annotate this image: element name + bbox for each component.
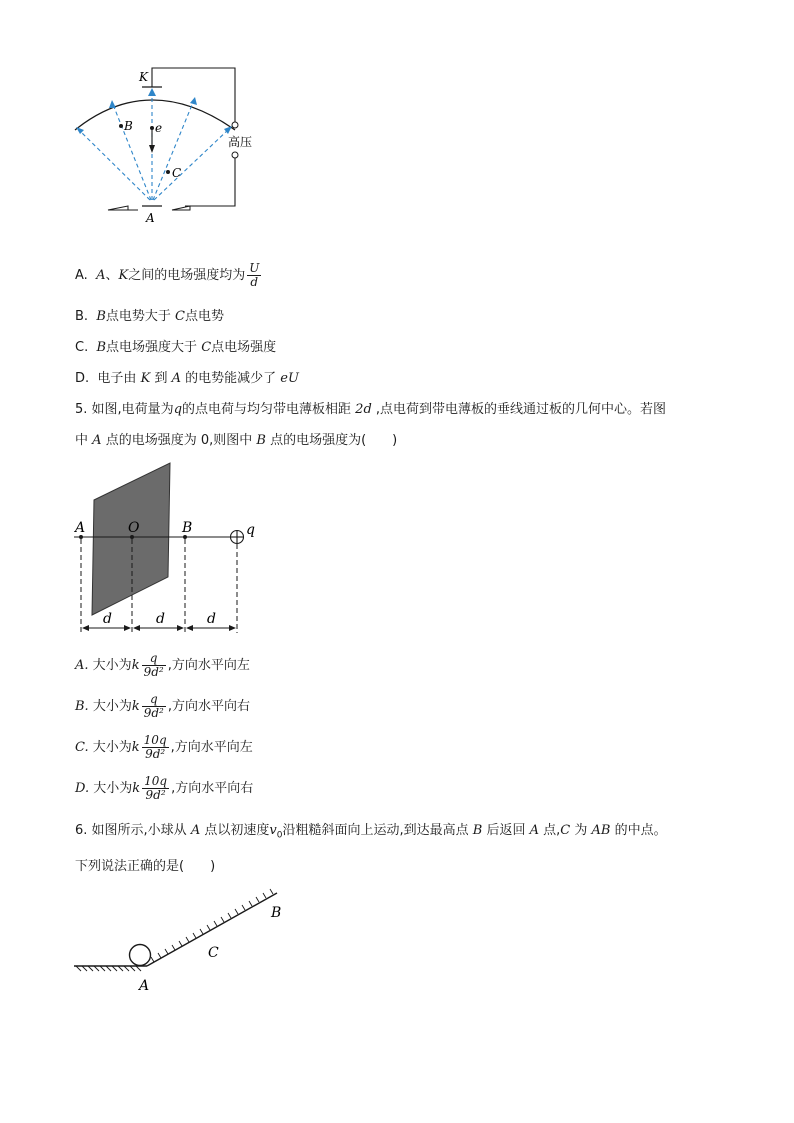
label-C: C [208, 945, 219, 961]
q5-stem-line2: 中 A 点的电场强度为 0,则图中 B 点的电场强度为( ) [75, 433, 398, 448]
terminal-bottom [232, 152, 238, 158]
left-wedge [108, 206, 128, 210]
fraction-u-over-d: $\frac{U}{d}$ [249, 261, 260, 289]
label-d1: d [103, 611, 112, 627]
q5-option-b: B. 大小为k $\frac{q}{\text{9d²}}$ ,方向水平向右 [75, 692, 251, 720]
point-C [166, 170, 170, 174]
label-q: q [246, 522, 255, 538]
q6-stem-line1: 6. 如图所示,小球从 A 点以初速度$v_0$沿粗糙斜面向上运动,到达最高点 B 后返回 A 点,C 为 AB 的中点。 [75, 823, 667, 841]
wire-bottom [185, 158, 235, 206]
label-d2: d [156, 611, 165, 627]
point-e [150, 126, 154, 130]
label-O: O [128, 520, 140, 536]
terminal-top [232, 122, 238, 128]
label-A: A [146, 211, 155, 225]
q5-option-a: A. 大小为k $\frac{q}{\text{9d²}}$ ,方向水平向左 [75, 651, 250, 679]
right-wedge [172, 206, 190, 210]
label-high-voltage: 高压 [228, 135, 253, 149]
wire-top [152, 68, 235, 122]
label-e: e [155, 121, 163, 135]
point-B [119, 124, 123, 128]
label-B: B [271, 905, 282, 921]
q4-option-a: A. A、K之间的电场强度均为 $\frac{U}{d}$ [75, 261, 260, 289]
q5-option-c: C. 大小为k $\frac{10q}{\text{9d²}}$ ,方向水平向左 [75, 733, 253, 761]
ball [130, 945, 151, 966]
label-C: C [172, 166, 182, 180]
label-B: B [182, 520, 193, 536]
q5-option-d: D. 大小为k $\frac{10q}{\text{9d²}}$ ,方向水平向右 [75, 774, 254, 802]
label-d3: d [207, 611, 216, 627]
figure-incline [70, 885, 300, 1000]
q4-option-b: B. B点电势大于 C点电势 [75, 309, 225, 324]
q5-stem-line1: 5. 如图,电荷量为q的点电荷与均匀带电薄板相距 2d ,点电荷到带电薄板的垂线通过板的几何中心。若图 [75, 402, 667, 417]
charged-plate [92, 463, 170, 615]
label-K: K [139, 70, 148, 84]
q6-stem-line2: 下列说法正确的是( ) [75, 859, 216, 874]
q4-option-c: C. B点电场强度大于 C点电场强度 [75, 340, 277, 355]
label-A: A [75, 520, 86, 536]
label-A: A [139, 978, 150, 994]
label-B: B [124, 119, 133, 133]
figure-field-lines [60, 60, 280, 230]
q4-option-d: D. 电子由 K 到 A 的电势能减少了 eU [75, 371, 299, 386]
figure-charged-plate [70, 455, 270, 645]
